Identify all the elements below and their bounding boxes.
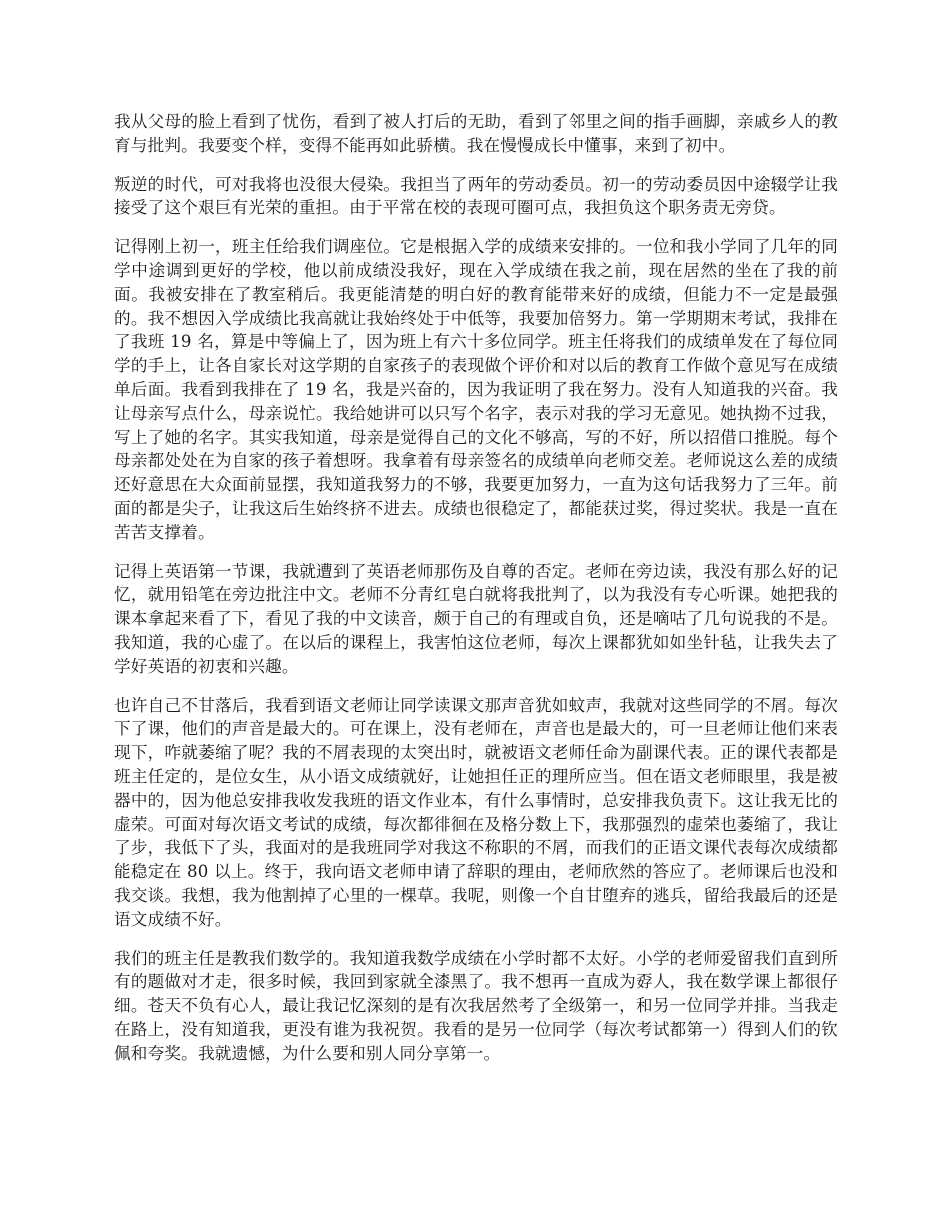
paragraph: 我从父母的脸上看到了忧伤，看到了被人打后的无助，看到了邻里之间的指手画脚，亲戚乡人的教育与批判。我要变个样，变得不能再如此骄横。我在慢慢成长中懂事，来到了初中。 — [114, 112, 838, 155]
document-body — [114, 110, 838, 1080]
paragraph: 叛逆的时代，可对我将也没很大侵染。我担当了两年的劳动委员。初一的劳动委员因中途辍学让我接受了这个艰巨有光荣的重担。由于平常在校的表现可圈可点，我担负这个职务责无旁贷。 — [114, 174, 838, 218]
paragraph: 我们的班主任是教我们数学的。我知道我数学成绩在小学时都不太好。小学的老师爱留我们直到所有的题做对才走，很多时候，我回到家就全漆黑了。我不想再一直成为孬人，我在数学课上都很仔细。苍天不负有心人，最让我记忆深刻的是有次我居然考了全级第一，和另一位同学并排。当我走在路上，没有知道我，更没有谁为我祝贺。我看的是另一位同学（每次考试都第一）得到人们的钦佩和夸奖。我就遗憾，为什么要和别人同分享第一。 — [114, 948, 838, 1063]
paragraph: 记得上英语第一节课，我就遭到了英语老师那伤及自尊的否定。老师在旁边读，我没有那么好的记忆，就用铅笔在旁边批注中文。老师不分青红皂白就将我批判了，以为我没有专心听课。她把我的课本拿起来看了下，看见了我的中文读音，颇于自己的有理或自负，还是嘀咕了几句说我的不是。我知道，我的心虚了。在以后的课程上，我害怕这位老师，每次上课都犹如如坐针毡，让我失去了学好英语的初衷和兴趣。 — [114, 561, 838, 676]
paragraph: 记得刚上初一，班主任给我们调座位。它是根据入学的成绩来安排的。一位和我小学同了几年的同学中途调到更好的学校，他以前成绩没我好，现在入学成绩在我之前，现在居然的坐在了我的前面。我被安排在了教室稍后。我更能清楚的明白好的教育能带来好的成绩，但能力不一定是最强的。我不想因入学成绩比我高就让我始终处于中低等，我要加倍努力。第一学期期末考试，我排在了我班 19 名，算是中等偏上了，因为班上有六十多位同学。班主任将我们的成绩单发在了每位同学的手上，让各自家长对这学期的自家孩子的表现做个评价和对以后的教育工作做个意见写在成绩单后面。我看到我排在了 19 名，我是兴奋的，因为我证明了我在努力。没有人知道我的兴奋。我让母亲写点什么，母亲说忙。我给她讲可以只写个名字，表示对我的学习无意见。她执拗不过我，写上了她的名字。其实我知道，母亲是觉得自己的文化不够高，写的不好，所以招借口推脱。每个母亲都处处在为自家的孩子着想呀。我拿着有母亲签名的成绩单向老师交差。老师说这么差的成绩还好意思在大众面前显摆，我知道我努力的不够，我要更加努力，一直为这句话我努力了三年。前面的都是尖子，让我这后生始终挤不进去。成绩也很稳定了，都能获过奖，得过奖状。我是一直在苦苦支撑着。 — [114, 237, 838, 542]
paragraph: 也许自己不甘落后，我看到语文老师让同学读课文那声音犹如蚊声，我就对这些同学的不屑。每次下了课，他们的声音是最大的。可在课上，没有老师在，声音也是最大的，可一旦老师让他们来表现下，咋就萎缩了呢？我的不屑表现的太突出时，就被语文老师任命为副课代表。正的课代表都是班主任定的，是位女生，从小语文成绩就好，让她担任正的理所应当。但在语文老师眼里，我是被器中的，因为他总安排我收发我班的语文作业本，有什么事情时，总安排我负责下。这让我无比的虚荣。可面对每次语文考试的成绩，每次都徘徊在及格分数上下，我那强烈的虚荣也萎缩了，我让了步，我低下了头，我面对的是我班同学对我这不称职的不屑，而我们的正语文课代表每次成绩都能稳定在 80 以上。终于，我向语文老师申请了辞职的理由，老师欣然的答应了。老师课后也没和我交谈。我想，我为他割掉了心里的一棵草。我呢，则像一个自甘堕弃的逃兵，留给我最后的还是语文成绩不好。 — [114, 695, 838, 929]
